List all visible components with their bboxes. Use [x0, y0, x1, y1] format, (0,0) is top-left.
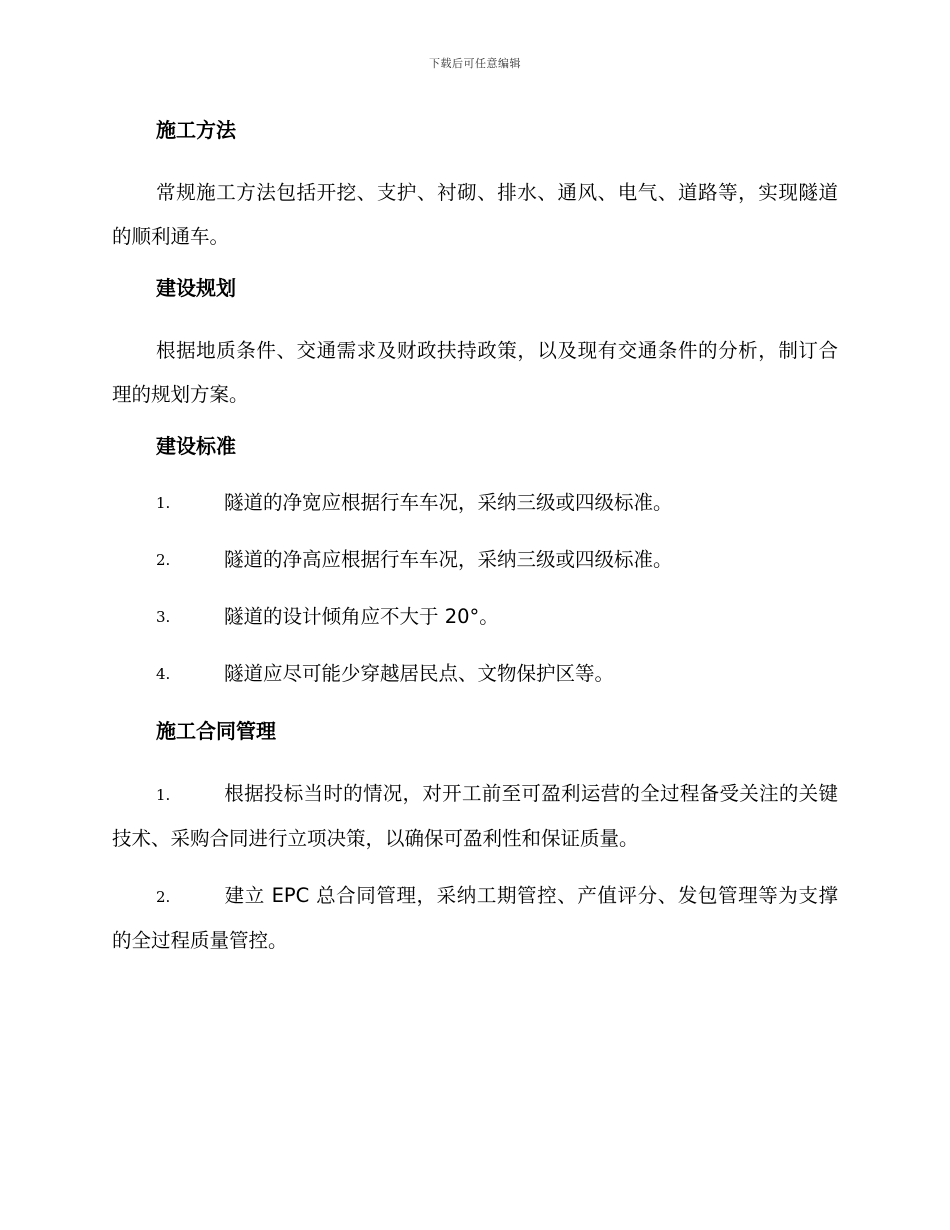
list-item-text: 根据投标当时的情况，对开工前至可盈利运营的全过程备受关注的关键技术、采购合同进行立项决策，以确保可盈利性和保证质量。 [112, 782, 838, 850]
list-item-text: 隧道的设计倾角应不大于 20°。 [224, 605, 499, 628]
section-paragraph-method: 常规施工方法包括开挖、支护、衬砌、排水、通风、电气、道路等，实现隧道的顺利通车。 [112, 181, 838, 248]
list-item-text: 隧道的净高应根据行车车况，采纳三级或四级标准。 [224, 548, 673, 571]
list-item [112, 601, 838, 633]
list-item [112, 772, 838, 861]
list-item-number: 2. [156, 888, 171, 906]
list-item [112, 874, 838, 963]
section-heading-method: 施工方法 [156, 118, 236, 142]
section-heading-contract: 施工合同管理 [156, 719, 276, 743]
list-item [112, 487, 838, 519]
list-item-number: 3. [156, 608, 171, 626]
list-item-number: 2. [156, 551, 171, 569]
page-header-note: 下载后可任意编辑 [429, 57, 521, 70]
section-heading-planning: 建设规划 [156, 276, 236, 300]
list-item-number: 1. [156, 494, 171, 512]
document-body [112, 114, 838, 976]
section-paragraph-planning: 根据地质条件、交通需求及财政扶持政策，以及现有交通条件的分析，制订合理的规划方案。 [112, 339, 838, 406]
list-item-number: 4. [156, 665, 171, 683]
list-item-number: 1. [156, 786, 171, 804]
list-item [112, 544, 838, 576]
list-item-text: 隧道的净宽应根据行车车况，采纳三级或四级标准。 [224, 491, 673, 514]
list-item-text: 建立 EPC 总合同管理，采纳工期管控、产值评分、发包管理等为支撑的全过程质量管控。 [112, 884, 838, 952]
list-item-text: 隧道应尽可能少穿越居民点、文物保护区等。 [224, 662, 615, 685]
list-item [112, 658, 838, 690]
section-heading-standards: 建设标准 [156, 434, 236, 458]
